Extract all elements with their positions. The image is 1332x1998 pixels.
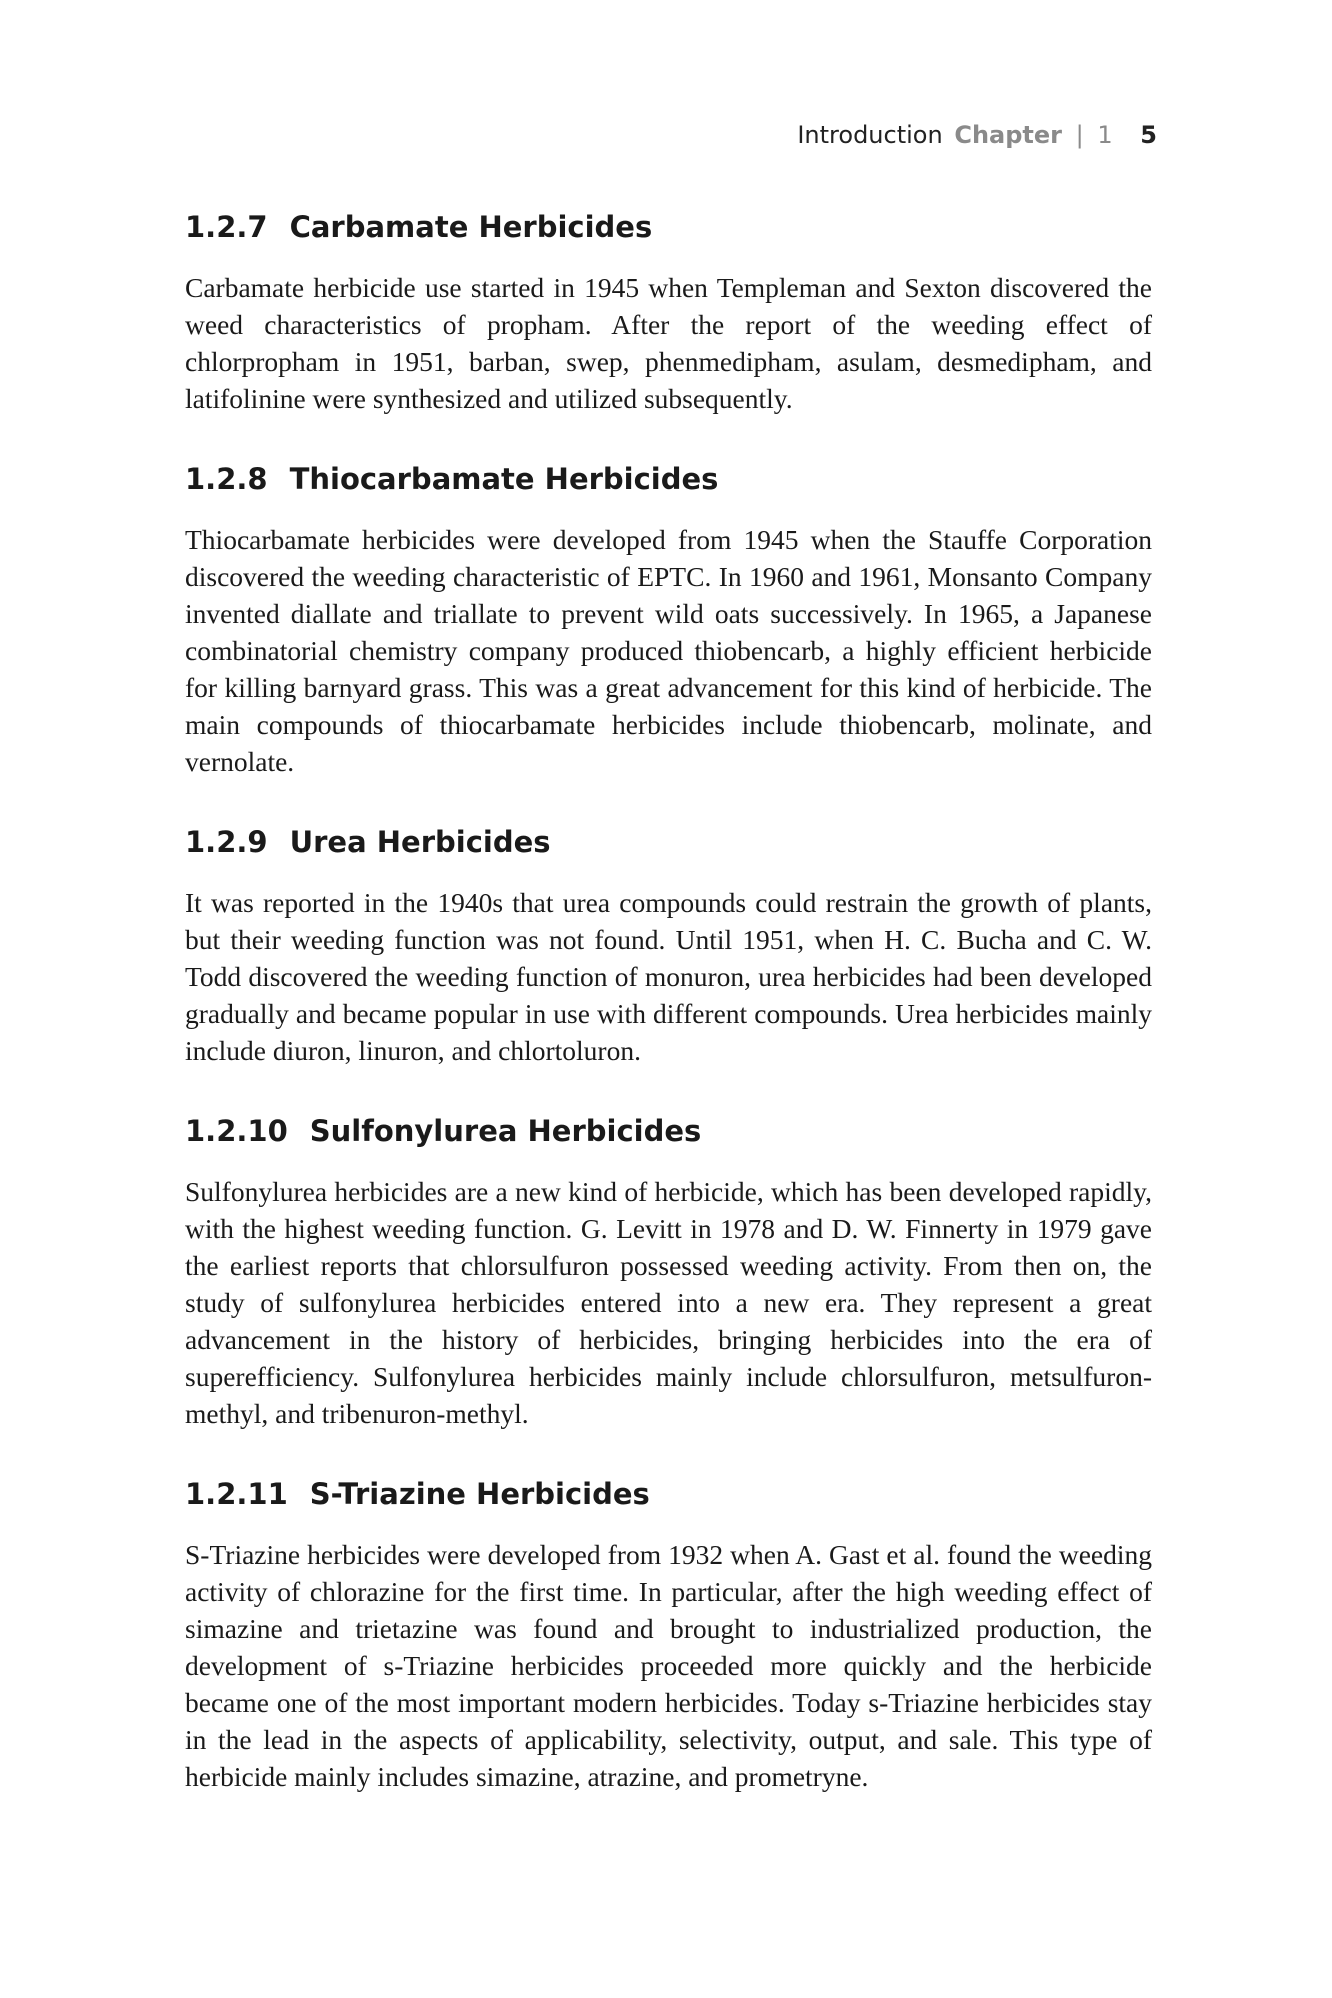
page-content	[185, 205, 1152, 1835]
section-urea	[185, 820, 1152, 1069]
page-number: 5	[1140, 121, 1157, 149]
section-carbamate	[185, 205, 1152, 417]
section-body: S-Triazine herbicides were developed from 1932 when A. Gast et al. found the weeding activity of chlorazine for the first time. In particular, after the high weeding effect of simazine and trietazine was found and brought to industrialized production, the development of s-Triazine herbicides proceeded more quickly and the herbicide became one of the most important modern herbicides. Today s-Triazine herbicides stay in the lead in the aspects of applicability, selectivity, output, and sale. This type of herbicide mainly includes simazine, atrazine, and prometryne.	[185, 1539, 1152, 1792]
section-number: 1.2.8	[185, 462, 268, 496]
section-number: 1.2.10	[185, 1114, 288, 1148]
section-title: Thiocarbamate Herbicides	[289, 462, 719, 496]
section-body: It was reported in the 1940s that urea compounds could restrain the growth of plants, but their weeding function was not found. Until 1951, when H. C. Bucha and C. W. Todd discovered the weeding function of monuron, urea herbicides had been developed gradually and became popular in use with different compounds. Urea herbicides mainly include diuron, linuron, and chlortoluron.	[185, 887, 1152, 1066]
running-head-chapter-word: Chapter	[954, 121, 1062, 149]
section-heading	[185, 1472, 1152, 1516]
running-head	[797, 121, 1157, 149]
running-head-separator: |	[1075, 121, 1084, 149]
section-body: Thiocarbamate herbicides were developed from 1945 when the Stauffe Corporation discovered the weeding characteristic of EPTC. In 1960 and 1961, Monsanto Company invented diallate and triallate to prevent wild oats successively. In 1965, a Japanese combinatorial chemistry company produced thiobencarb, a highly efficient herbicide for killing barnyard grass. This was a great advancement for this kind of herbicide. The main compounds of thiocarbamate herbicides include thiobencarb, molinate, and vernolate.	[185, 524, 1152, 777]
section-heading	[185, 205, 1152, 249]
section-thiocarbamate	[185, 457, 1152, 780]
section-body: Sulfonylurea herbicides are a new kind of herbicide, which has been developed rapidly, with the highest weeding function. G. Levitt in 1978 and D. W. Finnerty in 1979 gave the earliest reports that chlorsulfuron possessed weeding activity. From then on, the study of sulfonylurea herbicides entered into a new era. They represent a great advancement in the history of herbicides, bringing herbicides into the era of superefficiency. Sulfonylurea herbicides mainly include chlorsulfuron, metsulfuron-methyl, and tribenuron-methyl.	[185, 1176, 1152, 1429]
section-heading	[185, 457, 1152, 501]
section-s-triazine	[185, 1472, 1152, 1795]
section-body: Carbamate herbicide use started in 1945 when Templeman and Sexton discovered the weed characteristics of propham. After the report of the weeding effect of chlorpropham in 1951, barban, swep, phenmedipham, asulam, desmedipham, and latifolinine were synthesized and utilized subsequently.	[185, 272, 1152, 414]
running-head-chapter-number: 1	[1097, 121, 1113, 149]
section-heading	[185, 1109, 1152, 1153]
section-number: 1.2.11	[185, 1477, 288, 1511]
section-sulfonylurea	[185, 1109, 1152, 1432]
section-title: S-Triazine Herbicides	[309, 1477, 650, 1511]
section-heading	[185, 820, 1152, 864]
section-number: 1.2.9	[185, 825, 268, 859]
section-number: 1.2.7	[185, 210, 268, 244]
section-title: Urea Herbicides	[289, 825, 551, 859]
section-title: Sulfonylurea Herbicides	[309, 1114, 702, 1148]
section-title: Carbamate Herbicides	[289, 210, 653, 244]
running-head-label: Introduction	[797, 121, 943, 149]
